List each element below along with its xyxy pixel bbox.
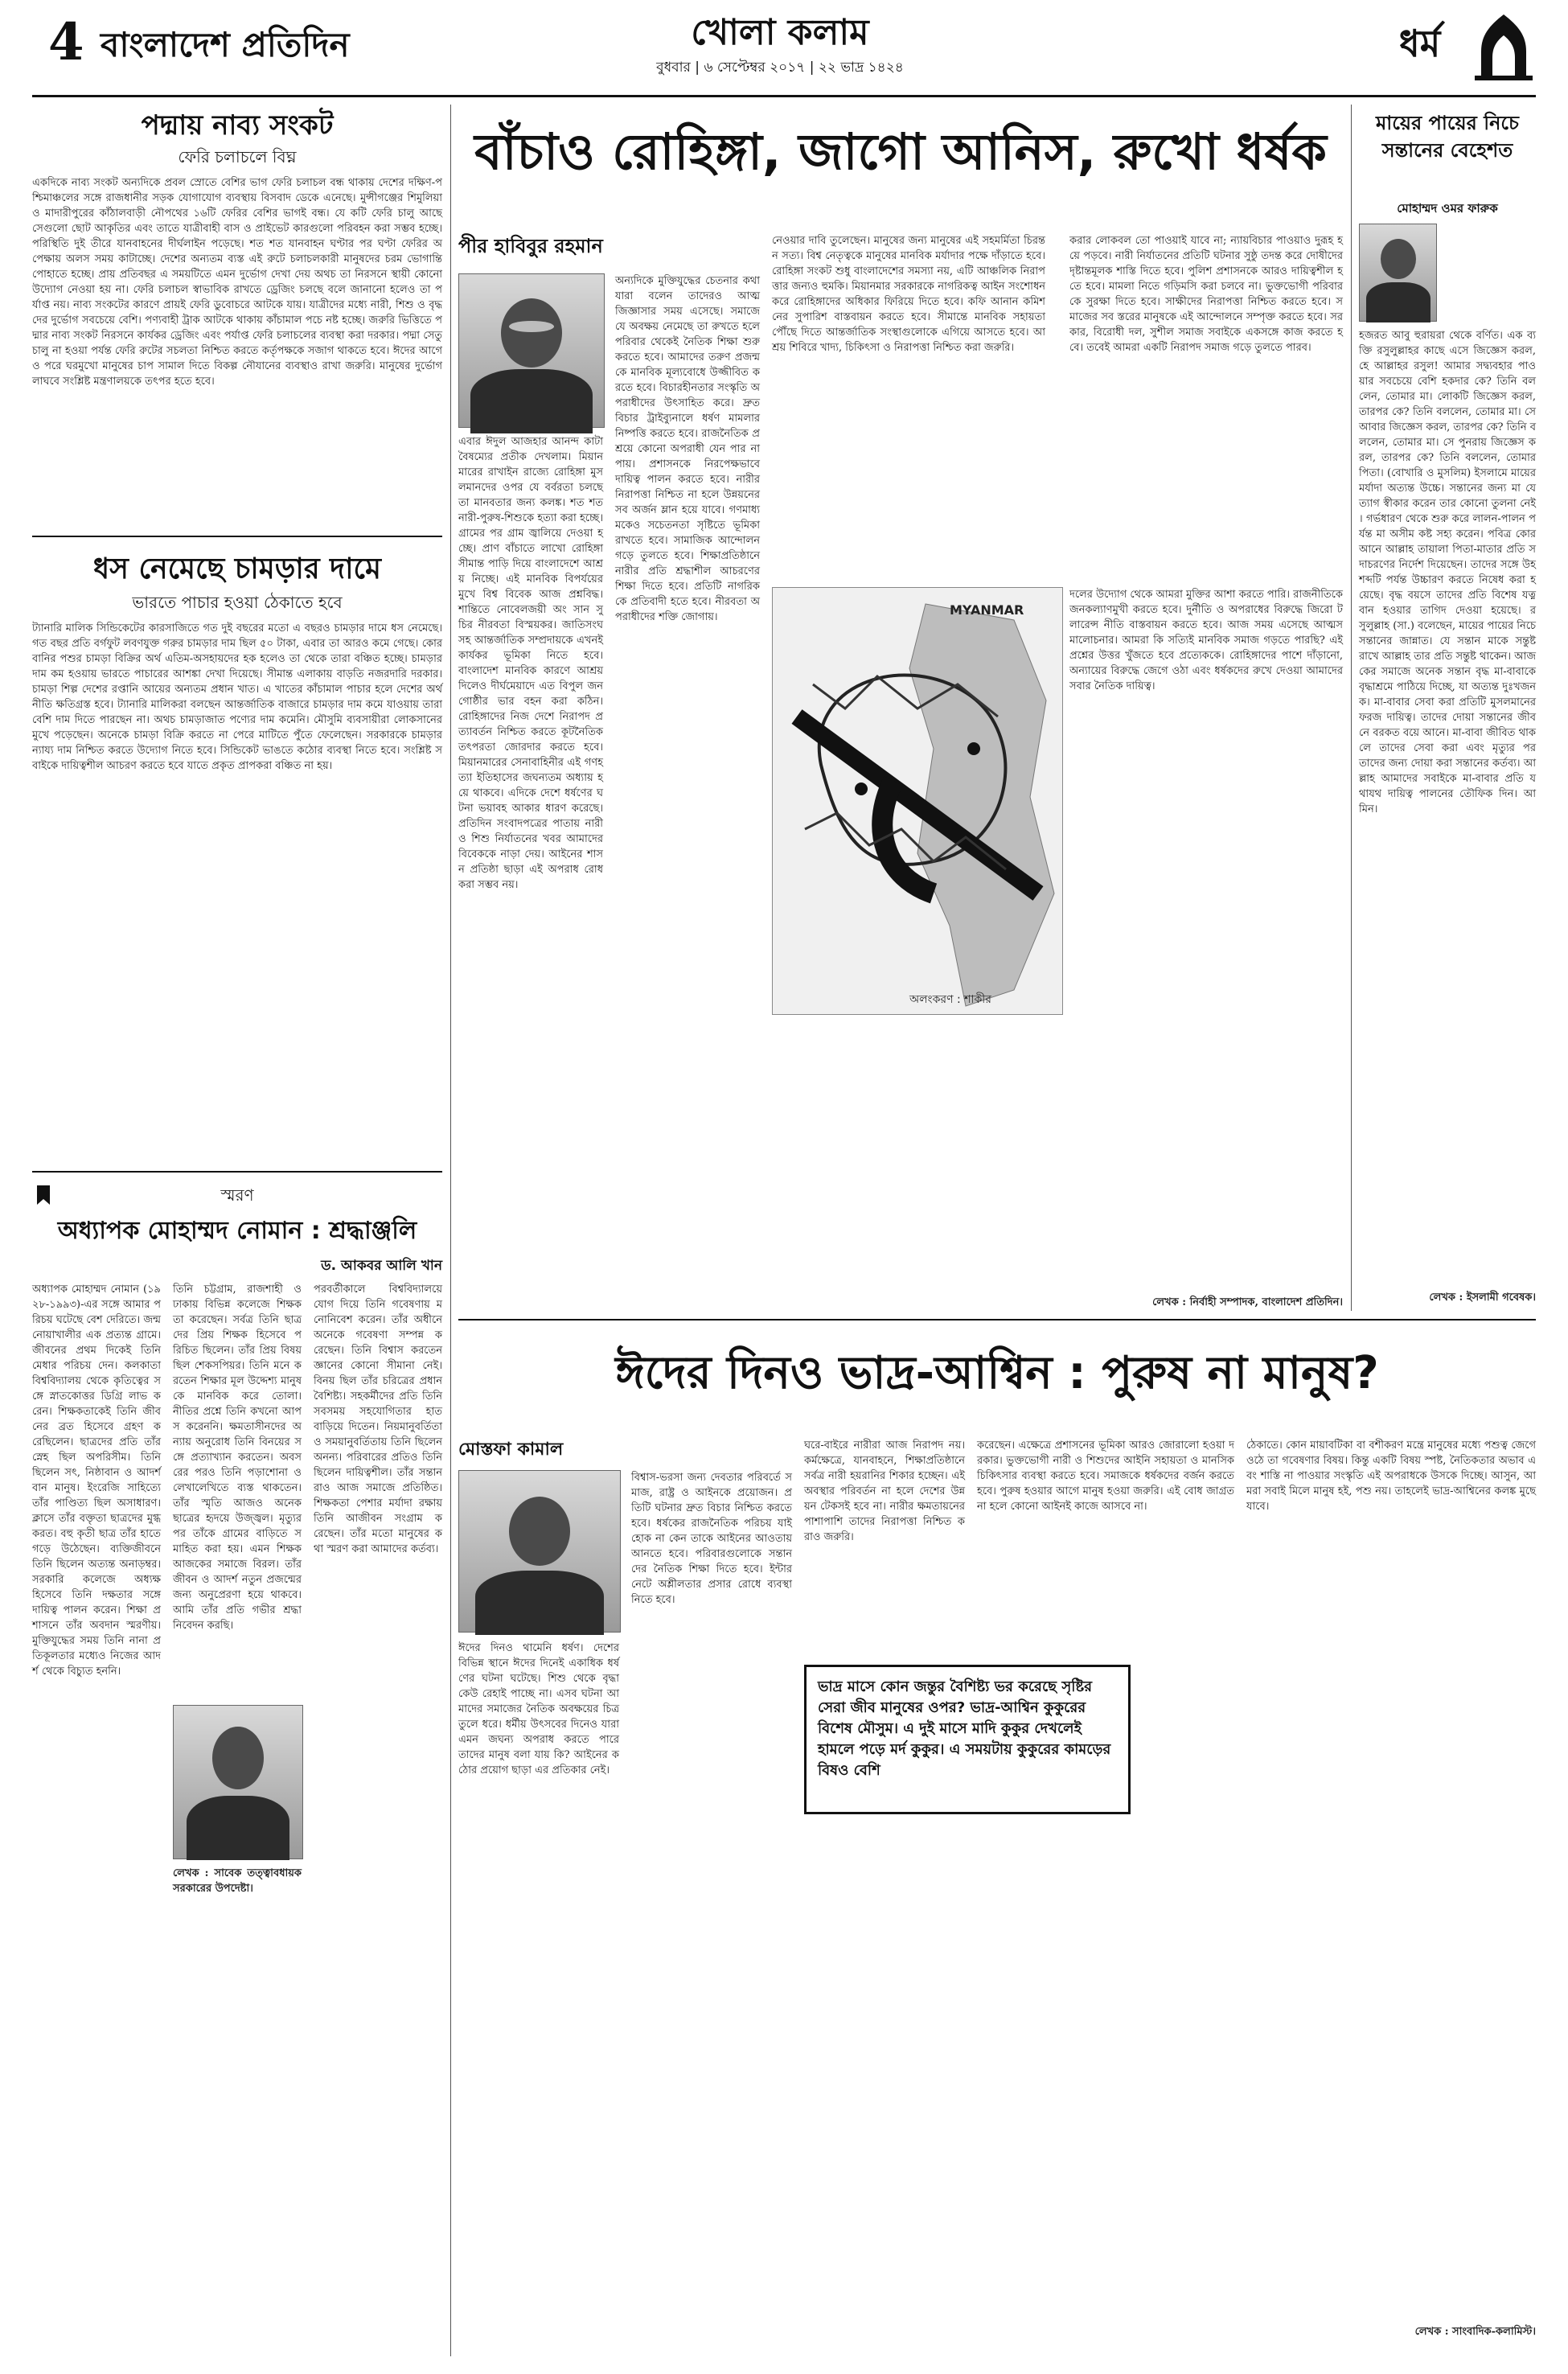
- main-bottom-byline: মোস্তফা কামাল: [458, 1440, 564, 1460]
- main-top-body-col2: অন্যদিকে মুক্তিযুদ্ধের চেতনার কথা যারা বলেন তাদেরও আত্মজিজ্ঞাসার সময় এসেছে। সমাজে যে অবক্ষয় নেমেছে তা রুখতে হলে পরিবার থেকেই নৈতিক শিক্ষা শুরু করতে হবে। আমাদের তরুণ প্রজন্মকে মানবিক মূল্যবোধে উজ্জীবিত করতে হবে। বিচারহীনতার সংস্কৃতি অপরাধীদের উৎসাহিত করে। দ্রুত বিচার ট্রাইব্যুনালে ধর্ষণ মামলার নিষ্পত্তি করতে হবে। রাজনৈতিক প্রশ্রয়ে কোনো অপরাধী যেন পার না পায়। প্রশাসনকে নিরপেক্ষভাবে দায়িত্ব পালন করতে হবে। নারীর নিরাপত্তা নিশ্চিত না হলে উন্নয়নের সব অর্জন ম্লান হয়ে যাবে। গণমাধ্যমকেও সচেতনতা সৃষ্টিতে ভূমিকা রাখতে হবে। সামাজিক আন্দোলন গড়ে তুলতে হবে। শিক্ষাপ্রতিষ্ঠানে নারীর প্রতি শ্রদ্ধাশীল আচরণের শিক্ষা দিতে হবে। প্রতিটি নাগরিককে প্রতিবাদী হতে হবে। নীরবতা অপরাধীদের শক্তি জোগায়।: [615, 275, 764, 623]
- masthead: [0, 0, 1568, 97]
- main-bottom-headline: ঈদের দিনও ভাদ্র-আশ্বিন : পুরুষ না মানুষ?: [615, 1347, 1379, 1399]
- right-title: মায়ের পায়ের নিচে সন্তানের বেহেশত: [1375, 112, 1519, 162]
- left-bottom-article: [32, 1182, 446, 2356]
- right-author-note: লেখক : ইসলামী গবেষক।: [1429, 1292, 1536, 1304]
- page-number: 4: [48, 12, 84, 72]
- religion-label: ধর্ম: [1399, 22, 1441, 65]
- author-photo-akbar: [173, 1705, 303, 1859]
- rohingya-illustration: [772, 587, 1063, 1015]
- left-mid-body: ট্যানারি মালিক সিন্ডিকেটের কারসাজিতে গত দুই বছরের মতো এ বছরও চামড়ার দামে ধস নেমেছে। গত বছর প্রতি বর্গফুট লবণযুক্ত গরুর চামড়ার দাম ছিল ৫০ টাকা, এবার তা আরও কমে গেছে। কোরবানির পশুর চামড়া বিক্রির অর্থ এতিম-অসহায়দের হক হলেও তা থেকে তারা বঞ্চিত হচ্ছে। চামড়ার দাম কম হওয়ায় ভারতে পাচারের আশঙ্কা দেখা দিয়েছে। সীমান্ত এলাকায় বাড়তি নজরদারি দরকার। চামড়া শিল্প দেশের রপ্তানি আয়ের অন্যতম প্রধান খাত। এ খাতের কাঁচামাল পাচার হলে দেশের অর্থনীতি ক্ষতিগ্রস্ত হবে। ট্যানারি মালিকরা বলছেন আন্তর্জাতিক বাজারে চামড়ার দাম কমে যাওয়ায় তারা বেশি দাম দিতে পারছেন না। অথচ চামড়াজাত পণ্যের দাম কমেনি। মৌসুমি ব্যবসায়ীরা লোকসানের মুখে পড়েছেন। অনেকে চামড়া বিক্রি করতে না পেরে মাটিতে পুঁতে ফেলেছেন। সরকারকে চামড়ার ন্যায্য দাম নিশ্চিত করতে উদ্যোগ নিতে হবে। সিন্ডিকেট ভাঙতে কঠোর ব্যবস্থা নিতে হবে। সংশ্লিষ্ট সবাইকে দায়িত্বশীল আচরণ করতে হবে যাতে প্রকৃত প্রাপকরা বঞ্চিত না হয়।: [32, 622, 446, 772]
- main-bottom-author-note: লেখক : সাংবাদিক-কলামিস্ট।: [1414, 2326, 1536, 2338]
- main-bottom-body-col4: করেছেন। এক্ষেত্রে প্রশাসনের ভূমিকা আরও জোরালো হওয়া দরকার। ভুক্তভোগী নারী ও শিশুদের আইনি সহায়তা ও মানসিক চিকিৎসার ব্যবস্থা করতে হবে। সমাজকে ধর্ষকদের বর্জন করতে হবে। পুরুষ হওয়ার আগে মানুষ হওয়া জরুরি। এই বোধ জাগ্রত না হলে কোনো আইনই কাজে আসবে না।: [977, 1440, 1238, 1513]
- left-top-article: [32, 105, 446, 531]
- main-rule: [458, 1319, 1536, 1320]
- barbed-wire-map-graphic: [773, 588, 1062, 1014]
- left-top-title: পদ্মায় নাব্য সংকট: [141, 109, 334, 142]
- left-bottom-body-col3: পরবর্তীকালে বিশ্ববিদ্যালয়ে যোগ দিয়ে তিনি গবেষণায় মনোনিবেশ করেন। তাঁর অধীনে অনেকে গবেষণা সম্পন্ন করেছেন। তিনি বিশ্বাস করতেন জ্ঞানের কোনো সীমানা নেই। বিনয় ছিল তাঁর চরিত্রের প্রধান বৈশিষ্ট্য। সহকর্মীদের প্রতি তিনি সবসময় সহযোগিতার হাত বাড়িয়ে দিতেন। নিয়মানুবর্তিতা ও সময়ানুবর্তিতায় তিনি ছিলেন অনন্য। পরিবারের প্রতিও তিনি ছিলেন দায়িত্বশীল। তাঁর সন্তানরাও আজ সমাজে প্রতিষ্ঠিত। শিক্ষকতা পেশার মর্যাদা রক্ষায় তিনি আজীবন সংগ্রাম করেছেন। তাঁর মতো মানুষের কথা স্মরণ করা আমাদের কর্তব্য।: [314, 1284, 446, 1555]
- left-top-body: একদিকে নাব্য সংকট অন্যদিকে প্রবল স্রোতে বেশির ভাগ ফেরি চলাচল বন্ধ থাকায় দেশের দক্ষিণ-পশ্চিমাঞ্চলের সঙ্গে রাজধানীর সড়ক যোগাযোগ ব্যবস্থায় বিসবাদ ডেকে এনেছে। মুন্সীগঞ্জের শিমুলিয়া ও মাদারীপুরের কাঁঠালবাড়ী নৌপথের ১৬টি ফেরির বেশির ভাগই বন্ধ। যে কটি ফেরি চালু আছে সেগুলো ছোট আকৃতির এবং তাতে যাত্রীবাহী বাস ও প্রাইভেট কারগুলো পরিবহন করা সম্ভব হচ্ছে। পরিস্থিতি দুই তীরে যানবাহনের দীর্ঘলাইন পড়েছে। শত শত যানবাহন ঘণ্টার পর ঘণ্টা ফেরির অপেক্ষায় অলস সময় কাটাচ্ছে। দেশের অন্যতম ব্যস্ত এই রুটে চলাচলকারী মানুষদের চরম ভোগান্তি পোহাতে হচ্ছে। প্রায় প্রতিবছর এ সময়টিতে এমন দুর্ভোগ দেখা দেয় অথচ তা নিরসনে স্থায়ী কোনো উদ্যোগ নেওয়া হয় না। ফেরি চলাচল স্বাভাবিক রাখতে ড্রেজিং চলছে বলে জানানো হলেও তা পর্যাপ্ত নয়। নাব্য সংকটের কারণে প্রায়ই ফেরি ডুবোচরে আটকে যায়। যাত্রীদের মধ্যে নারী, শিশু ও বৃদ্ধদের দুর্ভোগ সবচেয়ে বেশি। পণ্যবাহী ট্রাক আটকে থাকায় কাঁচামাল পচে নষ্ট হচ্ছে। জরুরি ভিত্তিতে পদ্মার নাব্য সংকট নিরসনে কার্যকর ড্রেজিং এবং পর্যাপ্ত ফেরি চলাচলের ব্যবস্থা করা দরকার। পদ্মা সেতু চালু না হওয়া পর্যন্ত ফেরি রুটের সচলতা নিশ্চিত করতে কর্তৃপক্ষকে সজাগ থাকতে হবে। ঈদের আগে ও পরে ঘরমুখো মানুষের চাপ সামাল দিতে বিকল্প নৌযানের ব্যবস্থাও রাখা জরুরি। মানুষের দুর্ভোগ লাঘবে সংশ্লিষ্ট মন্ত্রণালয়কে তৎপর হতে হবে।: [32, 177, 446, 388]
- main-top-body-col4: করার লোকবল তো পাওয়াই যাবে না; ন্যায়বিচার পাওয়াও দুরূহ হয়ে পড়বে। নারী নির্যাতনের প্রতিটি ঘটনার সুষ্ঠু তদন্ত করে দোষীদের দৃষ্টান্তমূলক শাস্তি দিতে হবে। পুলিশ প্রশাসনকে আরও দায়িত্বশীল হতে হবে। মামলা নিতে গড়িমসি করা চলবে না। ভুক্তভোগী পরিবারকে সুরক্ষা দিতে হবে। সাক্ষীদের নিরাপত্তা নিশ্চিত করতে হবে। সমাজের সব স্তরের মানুষকে এই আন্দোলনে সম্পৃক্ত করতে হবে। সরকার, বিরোধী দল, সুশীল সমাজ সবাইকে একসঙ্গে কাজ করতে হবে। তবেই আমরা একটি নিরাপদ সমাজ গড়ে তুলতে পারব।: [1069, 235, 1347, 354]
- left-bottom-kicker: স্মরণ: [220, 1185, 254, 1205]
- main-top-author-note: লেখক : নির্বাহী সম্পাদক, বাংলাদেশ প্রতিদিন।: [1152, 1296, 1343, 1308]
- main-bottom-body-col2: বিশ্বাস-ভরসা জন্য দেবতার পরিবর্তে সমাজ, রাষ্ট্র ও আইনকে প্রয়োজন। প্রতিটি ঘটনার দ্রুত বিচার নিশ্চিত করতে হবে। ধর্ষকের রাজনৈতিক পরিচয় যাই হোক না কেন তাকে আইনের আওতায় আনতে হবে। পরিবারগুলোকে সন্তানদের নৈতিক শিক্ষা দিতে হবে। ইন্টারনেটে অশ্লীলতার প্রসার রোধে ব্যবস্থা নিতে হবে।: [631, 1472, 796, 1606]
- author-photo-pir-habibur: [458, 273, 605, 428]
- date-line: বুধবার | ৬ সেপ্টেম্বর ২০১৭ | ২২ ভাদ্র ১৪২৪: [656, 60, 904, 76]
- main-top-byline: পীর হাবিবুর রহমান: [458, 235, 603, 257]
- main-top-body-col1: এবার ঈদুল আজহার আনন্দ কাটা বৈষম্যের প্রতীক দেখলাম। মিয়ানমারের রাখাইন রাজ্যে রোহিঙ্গা মুসলমানদের ওপর যে বর্বরতা চলছে তা মানবতার জন্য কলঙ্ক। শত শত নারী-পুরুষ-শিশুকে হত্যা করা হচ্ছে। গ্রামের পর গ্রাম জ্বালিয়ে দেওয়া হচ্ছে। প্রাণ বাঁচাতে লাখো রোহিঙ্গা সীমান্ত পাড়ি দিয়ে বাংলাদেশে আশ্রয় নিচ্ছে। এই মানবিক বিপর্যয়ের মুখে বিশ্ব বিবেক আজ প্রশ্নবিদ্ধ। শান্তিতে নোবেলজয়ী অং সান সু চির নীরবতা বিস্ময়কর। জাতিসংঘসহ আন্তর্জাতিক সম্প্রদায়কে এখনই কার্যকর ভূমিকা নিতে হবে। বাংলাদেশ মানবিক কারণে আশ্রয় দিলেও দীর্ঘমেয়াদে এত বিপুল জনগোষ্ঠীর ভার বহন করা কঠিন। রোহিঙ্গাদের নিজ দেশে নিরাপদ প্রত্যাবর্তন নিশ্চিত করতে কূটনৈতিক তৎপরতা জোরদার করতে হবে। মিয়ানমারের সেনাবাহিনীর এই গণহত্যা ইতিহাসের জঘন্যতম অধ্যায় হয়ে থাকবে। এদিকে দেশে ধর্ষণের ঘটনা ভয়াবহ আকার ধারণ করেছে। প্রতিদিন সংবাদপত্রের পাতায় নারী ও শিশু নির্যাতনের খবর আমাদের বিবেককে নাড়া দেয়। আইনের শাসন প্রতিষ্ঠা ছাড়া এই অপরাধ রোধ করা সম্ভব নয়।: [458, 436, 607, 891]
- masthead-rule: [32, 95, 1536, 97]
- section-title: খোলা কলাম: [691, 12, 869, 53]
- left-bottom-title: অধ্যাপক মোহাম্মদ নোমান : শ্রদ্ধাঞ্জলি: [57, 1217, 417, 1245]
- left-mid-title: ধস নেমেছে চামড়ার দামে: [93, 552, 381, 585]
- left-bottom-body-col2: তিনি চট্টগ্রাম, রাজশাহী ও ঢাকায় বিভিন্ন কলেজে শিক্ষকতা করেছেন। সর্বত্র তিনি ছাত্রদের প্রিয় শিক্ষক হিসেবে পরিচিত ছিলেন। তাঁর প্রিয় বিষয় ছিল শেকসপিয়র। তিনি মনে করতেন শিক্ষার মূল উদ্দেশ্য মানুষকে মানবিক করে তোলা। নীতির প্রশ্নে তিনি কখনো আপস করেননি। ক্ষমতাসীনদের অন্যায় অনুরোধ তিনি বিনয়ের সঙ্গে প্রত্যাখ্যান করতেন। অবসরের পরও তিনি পড়াশোনা ও লেখালেখিতে ব্যস্ত থাকতেন। তাঁর স্মৃতি আজও অনেক ছাত্রের হৃদয়ে উজ্জ্বল। মৃত্যুর পর তাঁকে গ্রামের বাড়িতে সমাহিত করা হয়। এমন শিক্ষক আজকের সমাজে বিরল। তাঁর জীবন ও আদর্শ নতুন প্রজন্মের জন্য অনুপ্রেরণা হয়ে থাকবে। আমি তাঁর প্রতি গভীর শ্রদ্ধা নিবেদন করছি।: [173, 1284, 306, 1632]
- right-divider: [1351, 105, 1352, 1311]
- pull-quote-text: ভাদ্র মাসে কোন জন্তুর বৈশিষ্ট্য ভর করেছে সৃষ্টির সেরা জীব মানুষের ওপর? ভাদ্র-আশ্বিন কুকুরের বিশেষ মৌসুম। এ দুই মাসে মাদি কুকুর দেখলেই হামলে পড়ে মর্দ কুকুর। এ সময়টায় কুকুরের কামড়ের বিষও বেশি: [818, 1678, 1111, 1779]
- main-top-headline: বাঁচাও রোহিঙ্গা, জাগো আনিস, রুখো ধর্ষক: [474, 122, 1327, 181]
- left-top-subtitle: ফেরি চলাচলে বিঘ্ন: [178, 147, 297, 166]
- left-rule-1: [32, 536, 442, 537]
- paper-name: বাংলাদেশ প্রতিদিন: [101, 25, 350, 64]
- left-divider: [450, 105, 451, 2356]
- left-bottom-body-col1: অধ্যাপক মোহাম্মদ নোমান (১৯২৮-১৯৯৩)-এর সঙ্গে আমার পরিচয় ঘটেছে বেশ দেরিতে। জন্ম নোয়াখালীর এক প্রত্যন্ত গ্রামে। জীবনের প্রথম দিকেই তিনি মেধার পরিচয় দেন। কলকাতা বিশ্ববিদ্যালয় থেকে কৃতিত্বের সঙ্গে স্নাতকোত্তর ডিগ্রি লাভ করেন। শিক্ষকতাকেই তিনি জীবনের ব্রত হিসেবে গ্রহণ করেছিলেন। ছাত্রদের প্রতি তাঁর স্নেহ ছিল অপরিসীম। তিনি ছিলেন সৎ, নিষ্ঠাবান ও আদর্শবান মানুষ। ইংরেজি সাহিত্যে তাঁর পাণ্ডিত্য ছিল অসাধারণ। ক্লাসে তাঁর বক্তৃতা ছাত্রদের মুগ্ধ করত। বহু কৃতী ছাত্র তাঁর হাতে গড়ে উঠেছেন। ব্যক্তিজীবনে তিনি ছিলেন অত্যন্ত অনাড়ম্বর। সরকারি কলেজে অধ্যক্ষ হিসেবে তিনি দক্ষতার সঙ্গে দায়িত্ব পালন করেন। শিক্ষা প্রশাসনে তাঁর অবদান স্মরণীয়। মুক্তিযুদ্ধের সময় তিনি নানা প্রতিকূলতার মধ্যেও নিজের আদর্শ থেকে বিচ্যুত হননি।: [32, 1284, 165, 1678]
- author-photo-mostofa: [458, 1470, 621, 1633]
- left-mid-subtitle: ভারতে পাচার হওয়া ঠেকাতে হবে: [132, 593, 343, 612]
- main-bottom-body-col3: ঘরে-বাইরে নারীরা আজ নিরাপদ নয়। কর্মক্ষেত্রে, যানবাহনে, শিক্ষাপ্রতিষ্ঠানে সর্বত্র নারী হয়রানির শিকার হচ্ছেন। এই অবস্থার পরিবর্তন না হলে দেশের উন্নয়ন টেকসই হবে না। নারীর ক্ষমতায়নের পাশাপাশি তাদের নিরাপত্তা নিশ্চিত করাও জরুরি।: [804, 1440, 969, 1543]
- main-top-body-col5: দলের উদ্যোগ থেকে আমরা মুক্তির আশা করতে পারি। রাজনীতিকে জনকল্যাণমুখী করতে হবে। দুর্নীতি ও অপরাধের বিরুদ্ধে জিরো টলারেন্স নীতি বাস্তবায়ন করতে হবে। আজ সময় এসেছে আত্মসমালোচনার। আমরা কি সত্যিই মানবিক সমাজ গড়তে পারছি? এই প্রশ্নের উত্তর খুঁজতে হবে প্রত্যেককে। রোহিঙ্গাদের পাশে দাঁড়ানো, অন্যায়ের বিরুদ্ধে জেগে ওঠা এবং ধর্ষকদের রুখে দেওয়া আমাদের সবার নৈতিক দায়িত্ব।: [1069, 589, 1347, 692]
- illustration-credit: অলংকরণ : শাকীর: [909, 993, 992, 1006]
- main-top-body-col3: নেওয়ার দাবি তুলেছেন। মানুষের জন্য মানুষের এই সহমর্মিতা চিরন্তন সত্য। বিশ্ব নেতৃত্বকে মানুষের মানবিক মর্যাদার পক্ষে দাঁড়াতে হবে। রোহিঙ্গা সংকট শুধু বাংলাদেশের সমস্যা নয়, এটি আঞ্চলিক নিরাপত্তার জন্যও হুমকি। মিয়ানমার সরকারকে নাগরিকত্ব আইন সংশোধন করে রোহিঙ্গাদের অধিকার ফিরিয়ে দিতে হবে। কফি আনান কমিশনের সুপারিশ বাস্তবায়ন করতে হবে। সীমান্তে মানবিক সহায়তা পৌঁছে দিতে আন্তর্জাতিক সংস্থাগুলোকে এগিয়ে আসতে হবে। আশ্রয় শিবিরে খাদ্য, চিকিৎসা ও নিরাপত্তা নিশ্চিত করা জরুরি।: [772, 235, 1049, 354]
- right-column-article: [1359, 105, 1540, 1311]
- map-label: MYANMAR: [950, 602, 1024, 618]
- left-mid-article: [32, 547, 446, 1166]
- main-bottom-body-col1: ঈদের দিনও থামেনি ধর্ষণ। দেশের বিভিন্ন স্থানে ঈদের দিনেই একাধিক ধর্ষণের ঘটনা ঘটেছে। শিশু থেকে বৃদ্ধা কেউ রেহাই পাচ্ছে না। এসব ঘটনা আমাদের সমাজের নৈতিক অবক্ষয়ের চিত্র তুলে ধরে। ধর্মীয় উৎসবের দিনেও যারা এমন জঘন্য অপরাধ করতে পারে তাদের মানুষ বলা যায় কি? আইনের কঠোর প্রয়োগ ছাড়া এর প্রতিকার নেই।: [458, 1642, 623, 1776]
- main-bottom-body-col5: ঠেকাতে। কোন মায়াবটিকা বা বশীকরণ মন্ত্রে মানুষের মধ্যে পশুত্ব জেগে ওঠে তা গবেষণার বিষয়। কিন্তু একটি বিষয় স্পষ্ট, নৈতিকতার অভাব এবং শাস্তি না পাওয়ার সংস্কৃতি এই অপরাধকে উসকে দিচ্ছে। আসুন, আমরা সবাই মিলে মানুষ হই, পশু নয়। তাহলেই ভাদ্র-আশ্বিনের কলঙ্ক মুছে যাবে।: [1246, 1440, 1540, 1513]
- main-top-article: [458, 105, 1347, 1311]
- mosque-icon: [1472, 11, 1536, 80]
- author-photo-omar-faruk: [1359, 224, 1437, 322]
- main-bottom-article: [458, 1327, 1540, 2356]
- right-body: হজরত আবু হুরায়রা থেকে বর্ণিত। এক ব্যক্তি রসুলুল্লাহর কাছে এসে জিজ্ঞেস করল, হে আল্লাহর রসুল! আমার সদ্ব্যবহার পাওয়ার সবচেয়ে বেশি হকদার কে? তিনি বললেন, তোমার মা। লোকটি জিজ্ঞেস করল, তারপর কে? তিনি বললেন, তোমার মা। সে আবার জিজ্ঞেস করল, তারপর কে? তিনি বললেন, তোমার মা। সে পুনরায় জিজ্ঞেস করল, তারপর কে? তিনি বললেন, তোমার পিতা। (বোখারি ও মুসলিম) ইসলামে মায়ের মর্যাদা অত্যন্ত উচ্চে। সন্তানের জন্য মা যে ত্যাগ স্বীকার করেন তার কোনো তুলনা নেই। গর্ভধারণ থেকে শুরু করে লালন-পালন পর্যন্ত মা অসীম কষ্ট সহ্য করেন। পবিত্র কোরআনে আল্লাহ তায়ালা পিতা-মাতার প্রতি সদাচরণের নির্দেশ দিয়েছেন। তাদের সঙ্গে উহ শব্দটি পর্যন্ত উচ্চারণ করতে নিষেধ করা হয়েছে। বৃদ্ধ বয়সে তাদের প্রতি বিশেষ যত্নবান হওয়ার তাগিদ দেওয়া হয়েছে। রসুলুল্লাহ (সা.) বলেছেন, মায়ের পায়ের নিচে সন্তানের জান্নাত। যে সন্তান মাকে সন্তুষ্ট রাখে আল্লাহ তার প্রতি সন্তুষ্ট থাকেন। আজকের সমাজে অনেক সন্তান বৃদ্ধ মা-বাবাকে বৃদ্ধাশ্রমে পাঠিয়ে দিচ্ছে, যা অত্যন্ত দুঃখজনক। মা-বাবার সেবা করা প্রতিটি মুসলমানের ফরজ দায়িত্ব। তাদের দোয়া সন্তানের জীবনে বরকত বয়ে আনে। মা-বাবা জীবিত থাকলে তাদের সেবা করা এবং মৃত্যুর পর তাদের জন্য দোয়া করা সন্তানের কর্তব্য। আল্লাহ আমাদের সবাইকে মা-বাবার প্রতি যথাযথ দায়িত্ব পালনের তৌফিক দিন। আমিন।: [1359, 330, 1540, 815]
- left-bottom-author-note: লেখক : সাবেক তত্ত্বাবধায়ক সরকারের উপদেষ্টা।: [173, 1867, 306, 1895]
- left-rule-2: [32, 1171, 442, 1173]
- left-bottom-byline: ড. আকবর আলি খান: [321, 1258, 442, 1274]
- right-byline: মোহাম্মদ ওমর ফারুক: [1397, 201, 1498, 216]
